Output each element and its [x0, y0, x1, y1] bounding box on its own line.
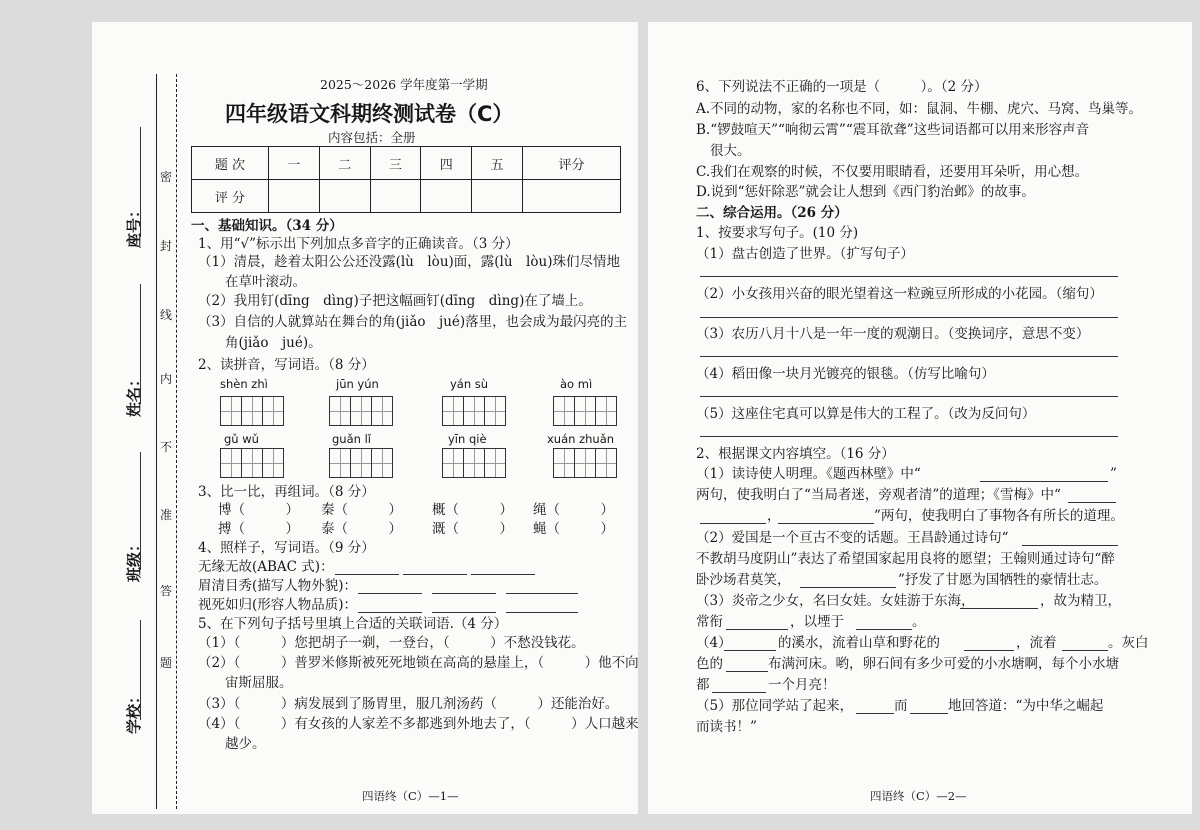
s2-item-2-cont: 不教胡马度阴山”表达了希望国家起用良将的愿望；王翰则通过诗句“醉 — [696, 551, 1115, 567]
answer-blank[interactable] — [960, 608, 1038, 609]
q1-item-2: （2）我用钉(dīng dìng)子把这幅画钉(dīng dìng)在了墙上。 — [198, 293, 592, 309]
score-table-header: 一 — [269, 147, 320, 180]
answer-line[interactable] — [700, 356, 1118, 357]
question-6: 6、下列说法不正确的一项是（ ）。（2 分） — [696, 79, 988, 95]
char-grid[interactable] — [442, 448, 505, 478]
pinyin-label: gǔ wǔ — [224, 432, 259, 446]
answer-blank[interactable] — [358, 612, 422, 613]
seat-number-label: 座号： — [125, 202, 143, 248]
compare-item: 蝇（ ） — [533, 521, 614, 537]
q5-item-2: （2）（ ）普罗米修斯被死死地锁在高高的悬崖上，（ ）他不向 — [198, 655, 639, 671]
q6-option-c: C.我们在观察的时候，不仅要用眼睛看，还要用耳朵听，用心想。 — [696, 164, 1089, 180]
seal-char: 题 — [160, 656, 173, 670]
seal-char: 内 — [160, 372, 173, 386]
s2-item-2-cont2: 卧沙场君莫笑， — [696, 572, 791, 588]
q6-option-b: B.“锣鼓喧天”“响彻云霄”“震耳欲聋”这些词语都可以用来形容声音 — [696, 122, 1090, 138]
answer-blank[interactable] — [403, 574, 467, 575]
s2-item-3-mid: ，故为精卫， — [1040, 593, 1121, 609]
answer-blank[interactable] — [964, 650, 1014, 651]
score-cell[interactable] — [319, 180, 370, 213]
pinyin-label: xuán zhuǎn — [547, 432, 615, 446]
answer-blank[interactable] — [724, 650, 776, 651]
score-table-header: 评分 — [522, 147, 620, 180]
question-3: 3、比一比，再组词。（8 分） — [198, 484, 375, 500]
answer-blank[interactable] — [432, 612, 496, 613]
pinyin-label: yīn qiè — [448, 432, 487, 446]
name-label: 姓名： — [125, 371, 143, 417]
s2-item-3-cont: 常衔 — [696, 614, 723, 630]
s2-item-4-mid2: ，流着 — [1016, 635, 1057, 651]
answer-blank[interactable] — [335, 574, 399, 575]
school-label: 学校： — [125, 688, 143, 734]
q4-item-1: 无缘无故(ABAC 式)： — [198, 559, 334, 575]
score-table-header: 五 — [472, 147, 523, 180]
answer-blank[interactable] — [800, 587, 896, 588]
compare-item: 概（ ） — [432, 502, 513, 518]
answer-blank[interactable] — [506, 593, 578, 594]
answer-blank[interactable] — [358, 593, 422, 594]
seal-char: 答 — [160, 584, 173, 598]
sub-question-2: 2、根据课文内容填空。（16 分） — [696, 446, 895, 462]
score-cell[interactable] — [269, 180, 320, 213]
char-grid[interactable] — [220, 396, 283, 426]
answer-blank[interactable] — [1022, 545, 1118, 546]
page-footer: 四语终（C）—2— — [870, 789, 967, 803]
compare-item: 秦（ ） — [321, 502, 402, 518]
score-table-header: 二 — [319, 147, 370, 180]
q5-item-3: （3）（ ）病发展到了肠胃里，服几剂汤药（ ）还能治好。 — [198, 696, 619, 712]
answer-blank[interactable] — [700, 523, 766, 524]
seat-number-blank[interactable] — [140, 127, 141, 237]
s2-item-4-cont2: 都 — [696, 677, 710, 693]
quote-mark: ” — [1110, 466, 1117, 482]
s2-item-4: （4） — [696, 635, 732, 651]
answer-blank[interactable] — [778, 523, 874, 524]
char-grid[interactable] — [442, 396, 505, 426]
q5-item-2-cont: 宙斯屈服。 — [225, 675, 293, 691]
char-grid[interactable] — [553, 396, 616, 426]
compare-item: 绳（ ） — [533, 502, 614, 518]
answer-blank[interactable] — [726, 671, 768, 672]
score-row-label: 评 分 — [192, 180, 269, 213]
content-scope: 内容包括：全册 — [328, 130, 416, 145]
s2-item-3-end: 。 — [912, 614, 926, 630]
pinyin-label: ào mì — [560, 377, 593, 391]
school-year: 2025～2026 学年度第一学期 — [320, 77, 488, 92]
compare-item: 博（ ） — [218, 502, 299, 518]
char-grid[interactable] — [329, 396, 392, 426]
answer-blank[interactable] — [1062, 650, 1108, 651]
seal-char: 不 — [160, 440, 173, 454]
sub-question-1: 1、按要求写句子。(10 分) — [696, 225, 859, 241]
s2-item-5-cont: 而读书！” — [696, 719, 757, 735]
q5-item-4: （4）（ ）有女孩的人家差不多都逃到外地去了，（ ）人口越来 — [198, 716, 639, 732]
char-grid[interactable] — [220, 448, 283, 478]
exam-page-right — [648, 22, 1192, 814]
compare-item: 搏（ ） — [218, 521, 299, 537]
s2-item-2-end: ”抒发了甘愿为国牺牲的豪情壮志。 — [898, 572, 1108, 588]
seal-line-inner — [176, 74, 177, 809]
answer-blank[interactable] — [432, 593, 496, 594]
s2-item-4-end2: 一个月亮！ — [768, 677, 836, 693]
q6-option-a: A.不同的动物，家的名称也不同，如：鼠洞、牛棚、虎穴、马窝、鸟巢等。 — [696, 101, 1143, 117]
char-grid[interactable] — [329, 448, 392, 478]
s2-item-4-cont-text: 布满河床。哟，卵石间有多少可爱的小水塘啊，每个小水塘 — [768, 656, 1119, 672]
answer-blank[interactable] — [726, 629, 788, 630]
s2-item-5-mid: 而 — [894, 698, 908, 714]
comma: ， — [767, 508, 781, 524]
page-footer: 四语终（C）—1— — [362, 789, 459, 803]
answer-blank[interactable] — [1068, 502, 1116, 503]
s2-item-5-end: 地回答道：“为中华之崛起 — [948, 698, 1104, 714]
s2-item-4-cont: 色的 — [696, 656, 723, 672]
q4-item-2: 眉清目秀(描写人物外貌)： — [198, 578, 358, 594]
s2-item-5: （5）那位同学站了起来， — [696, 698, 854, 714]
q5-item-1: （1）（ ）您把胡子一剃，一登台，（ ）不愁没钱花。 — [198, 635, 585, 651]
exam-title: 四年级语文科期终测试卷（C） — [225, 102, 514, 126]
section-1-heading: 一、基础知识。（34 分） — [191, 218, 343, 234]
pinyin-label: guǎn lǐ — [332, 432, 371, 446]
s2-item-4-end: 。灰白 — [1108, 635, 1149, 651]
answer-blank[interactable] — [980, 481, 1108, 482]
question-2: 2、读拼音，写词语。（8 分） — [198, 357, 375, 373]
answer-blank[interactable] — [856, 629, 912, 630]
score-cell[interactable] — [421, 180, 472, 213]
s2-item-1: （1）读诗使人明理。《题西林壁》中“ — [696, 466, 921, 482]
s2-item-2: （2）爱国是一个亘古不变的话题。王昌龄通过诗句“ — [696, 530, 1009, 546]
answer-blank[interactable] — [910, 713, 948, 714]
score-cell[interactable] — [472, 180, 523, 213]
seal-char: 密 — [160, 170, 173, 184]
answer-blank[interactable] — [712, 692, 766, 693]
q1-item-3: （3）自信的人就算站在舞台的角(jiǎo jué)落里，也会成为最闪亮的主 — [198, 314, 628, 330]
s1-item-3: （3）农历八月十八是一年一度的观潮日。（变换词序，意思不变） — [696, 326, 1090, 342]
answer-blank[interactable] — [506, 612, 578, 613]
s1-item-5: （5）这座住宅真可以算是伟大的工程了。（改为反问句） — [696, 406, 1036, 422]
s2-item-1-end: ”两句，使我明白了事物各有所长的道理。 — [874, 508, 1124, 524]
pinyin-label: yán sù — [450, 377, 489, 391]
class-label: 班级： — [125, 536, 143, 582]
score-cell[interactable] — [522, 180, 620, 213]
score-table — [191, 146, 621, 213]
pinyin-label: jūn yún — [336, 377, 379, 391]
q1-item-1: （1）清晨，趁着太阳公公还没露(lù lòu)面，露(lù lòu)珠们尽情地 — [198, 254, 620, 270]
s1-item-1: （1）盘古创造了世界。（扩写句子） — [696, 246, 914, 262]
s2-item-3-cont-mid: ，以堙于 — [790, 614, 844, 630]
s1-item-2: （2）小女孩用兴奋的眼光望着这一粒豌豆所形成的小花园。（缩句） — [696, 286, 1103, 302]
pinyin-label: shèn zhì — [220, 377, 268, 391]
seal-line-outer — [156, 74, 157, 809]
exam-page-left — [92, 22, 638, 814]
s2-item-1-cont: 两句，使我明白了“当局者迷，旁观者清”的道理；《雪梅》中“ — [696, 487, 1061, 503]
answer-blank[interactable] — [856, 713, 894, 714]
s1-item-4: （4）稻田像一块月光镀亮的银毯。（仿写比喻句） — [696, 366, 995, 382]
s2-item-3: （3）炎帝之少女，名曰女娃。女娃游于东海， — [696, 593, 975, 609]
seal-char: 线 — [160, 308, 173, 322]
s2-item-4-mid: 的溪水，流着山草和野花的 — [778, 635, 940, 651]
score-cell[interactable] — [370, 180, 421, 213]
q6-option-b-cont: 很大。 — [710, 143, 751, 159]
q5-item-4-cont: 越少。 — [225, 736, 266, 752]
answer-line[interactable] — [700, 436, 1118, 437]
answer-line[interactable] — [700, 317, 1118, 318]
score-table-header: 题 次 — [192, 147, 269, 180]
char-grid[interactable] — [553, 448, 616, 478]
q6-option-d: D.说到“惩奸除恶”就会让人想到《西门豹治邺》的故事。 — [696, 184, 1035, 200]
answer-line[interactable] — [700, 276, 1118, 277]
q1-item-1-cont: 在草叶滚动。 — [225, 274, 306, 290]
school-blank[interactable] — [140, 620, 141, 720]
seal-char: 准 — [160, 508, 173, 522]
score-table-header: 三 — [370, 147, 421, 180]
q1-item-3-cont: 角(jiǎo jué)。 — [225, 335, 322, 351]
section-2-heading: 二、综合运用。（26 分） — [696, 205, 848, 221]
answer-line[interactable] — [700, 396, 1118, 397]
seal-char: 封 — [160, 239, 173, 253]
question-1: 1、用“√”标示出下列加点多音字的正确读音。（3 分） — [198, 236, 519, 252]
name-blank[interactable] — [140, 284, 141, 404]
compare-item: 溉（ ） — [432, 521, 513, 537]
q4-item-3: 视死如归(形容人物品质)： — [198, 597, 358, 613]
score-table-header: 四 — [421, 147, 472, 180]
question-4: 4、照样子，写词语。（9 分） — [198, 540, 375, 556]
answer-blank[interactable] — [471, 574, 535, 575]
question-5: 5、在下列句子括号里填上合适的关联词语.（4 分） — [198, 616, 508, 632]
compare-item: 泰（ ） — [321, 521, 402, 537]
class-blank[interactable] — [140, 452, 141, 570]
